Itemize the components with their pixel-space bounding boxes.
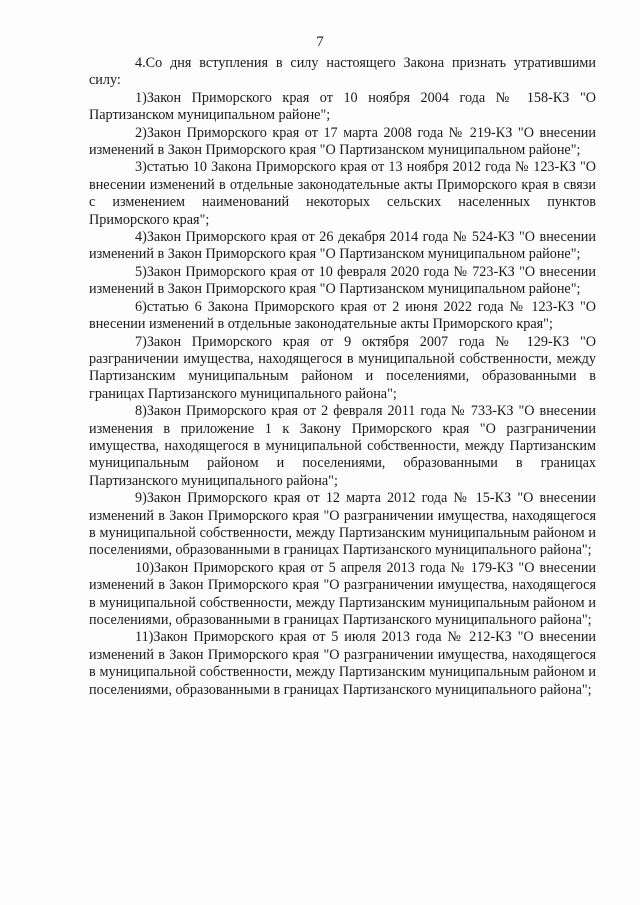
list-item: 9)Закон Приморского края от 12 марта 2012 года № 15-КЗ "О внесении изменений в Закон Приморского края "О разграничении имущества, находящегося в муниципальной собственности, между Партизанским муниципальным районом и поселениями, образованными в границах Партизанского муниципального района";	[89, 490, 596, 559]
list-item: 6)статью 6 Закона Приморского края от 2 июня 2022 года № 123-КЗ "О внесении изменений в отдельные законодательные акты Приморского края";	[89, 298, 596, 333]
document-body	[89, 55, 596, 699]
list-item: 10)Закон Приморского края от 5 апреля 2013 года № 179-КЗ "О внесении изменений в Закон Приморского края "О разграничении имущества, находящегося в муниципальной собственности, между Партизанским муниципальным районом и поселениями, образованными в границах Партизанского муниципального района";	[89, 559, 596, 628]
list-item: 8)Закон Приморского края от 2 февраля 2011 года № 733-КЗ "О внесении изменения в приложение 1 к Закону Приморского края "О разграничении имущества, находящегося в муниципальной собственности, между Партизанским муниципальным районом и поселениями, образованными в границах Партизанского муниципального района";	[89, 403, 596, 489]
intro-paragraph: 4.Со дня вступления в силу настоящего Закона признать утратившими силу:	[89, 55, 596, 89]
list-item: 5)Закон Приморского края от 10 февраля 2020 года № 723-КЗ "О внесении изменений в Закон Приморского края "О Партизанском муниципальном районе";	[89, 263, 596, 298]
page-number: 7	[316, 34, 324, 50]
list-item: 2)Закон Приморского края от 17 марта 2008 года № 219-КЗ "О внесении изменений в Закон Приморского края "О Партизанском муниципальном районе";	[89, 124, 596, 159]
list-item: 11)Закон Приморского края от 5 июля 2013 года № 212-КЗ "О внесении изменений в Закон Приморского края "О разграничении имущества, находящегося в муниципальной собственности, между Партизанским муниципальным районом и поселениями, образованными в границах Партизанского муниципального района";	[89, 629, 596, 698]
list-item: 3)статью 10 Закона Приморского края от 13 ноября 2012 года № 123-КЗ "О внесении изменений в отдельные законодательные акты Приморского края в связи с изменением наименований некоторых сельских населенных пунктов Приморского края";	[89, 159, 596, 228]
list-item: 7)Закон Приморского края от 9 октября 2007 года № 129-КЗ "О разграничении имущества, находящегося в муниципальной собственности, между Партизанским муниципальным районом и поселениями, образованными в границах Партизанского муниципального района";	[89, 333, 596, 402]
list-item: 1)Закон Приморского края от 10 ноября 2004 года № 158-КЗ "О Партизанском муниципальном районе";	[89, 89, 596, 124]
list-item: 4)Закон Приморского края от 26 декабря 2014 года № 524-КЗ "О внесении изменений в Закон Приморского края "О Партизанском муниципальном районе";	[89, 229, 596, 263]
